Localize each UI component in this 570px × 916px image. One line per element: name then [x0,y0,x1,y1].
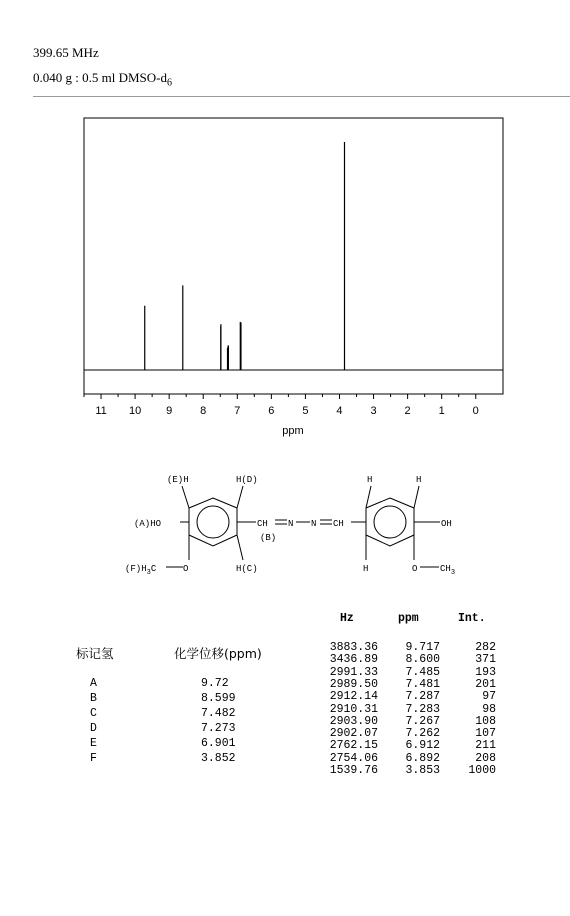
label-e-h: (E)H [167,475,189,485]
bond-d-h [237,486,243,508]
label-f-h: (F)H [125,564,147,574]
label-h-top-right: H [416,475,422,485]
bond-top-left-h [366,486,371,508]
x-axis-ticks [84,394,479,417]
label-ch-right: CH [333,519,344,529]
peak-ppm: 7.485 [405,665,440,679]
peak-hz: 3436.89 [329,653,378,667]
peak-hz: 2912.14 [329,690,378,704]
label-ch3-right [440,564,455,577]
peak-int: 211 [475,739,496,753]
assignment-shift-value: 7.482 [201,707,236,720]
peak-row [312,728,502,740]
assignment-proton-label: C [90,707,97,720]
x-axis-tick-label: 5 [302,405,309,417]
peak-header-ppm: ppm [398,612,419,625]
peak-hz: 1539.76 [329,764,378,777]
left-benzene-ring [189,498,237,546]
sample-subscript: 6 [166,77,172,89]
peak-row [312,716,502,728]
peak-int: 1000 [468,764,496,777]
label-o-right: O [412,564,418,574]
right-benzene-ring [366,498,414,546]
x-axis-tick-label: 2 [404,405,411,417]
label-f-c: C [150,564,157,574]
left-ring-aromatic-circle [197,506,229,538]
assignment-shift-value: 7.273 [201,722,236,735]
peak-ppm: 6.892 [405,751,440,765]
x-axis-label: ppm [282,425,304,437]
label-ch-left: CH [257,519,268,529]
assignment-proton-label: F [90,752,97,765]
peak-ppm: 7.262 [405,727,440,741]
x-axis-tick-label: 4 [336,405,343,417]
peak-int: 201 [475,677,496,691]
peak-hz: 2762.15 [329,739,378,753]
peak-hz: 2991.33 [329,665,378,679]
label-a-ho: (A)HO [134,519,162,529]
peak-header-hz: Hz [340,612,354,625]
peak-int: 97 [482,690,496,704]
peak-hz: 2902.07 [329,727,378,741]
peak-int: 208 [475,751,496,765]
peak-int: 98 [482,702,496,716]
peak-row [312,679,502,691]
peak-ppm: 8.600 [405,653,440,667]
x-axis-tick-label: 6 [268,405,275,417]
assignment-shift-value: 8.599 [201,692,236,705]
sample-text: 0.040 g : 0.5 ml DMSO-d [33,70,167,85]
label-oh-right: OH [441,519,452,529]
bond-top-right-h [414,486,419,508]
label-n1: N [288,519,294,529]
label-d-h: H(D) [236,475,258,485]
plot-frame [84,118,503,394]
peak-ppm: 9.717 [405,641,440,654]
peak-row [312,642,502,654]
assignment-shift-value: 3.852 [201,752,236,765]
peak-ppm: 7.267 [405,714,440,728]
molecular-structure [166,486,440,567]
peak-row [312,654,502,666]
peak-row [312,691,502,703]
label-c-h: H(C) [236,564,258,574]
label-o-left: O [183,564,189,574]
x-axis-tick-label: 9 [166,405,173,417]
label-h-bottom: H [363,564,369,574]
assignment-proton-label: A [90,677,97,690]
peak-row [312,667,502,679]
peak-int: 282 [475,641,496,654]
peak-int: 108 [475,714,496,728]
peak-hz: 2910.31 [329,702,378,716]
peak-hz: 2754.06 [329,751,378,765]
peak-hz: 2903.90 [329,714,378,728]
assignment-header-shift: 化学位移(ppm) [174,646,262,661]
label-b: (B) [260,533,277,543]
x-axis-tick-label: 8 [200,405,207,417]
spectrometer-frequency: 399.65 MHz [33,45,99,60]
peak-ppm: 3.853 [405,764,440,777]
x-axis-tick-label: 1 [438,405,445,417]
label-f-sub: 3 [146,569,151,577]
x-axis-tick-label: 11 [95,405,107,417]
label-h-top-left: H [367,475,373,485]
label-n2: N [311,519,317,529]
assignment-proton-label: E [90,737,97,750]
x-axis-tick-label: 7 [234,405,241,417]
peak-hz: 2989.50 [329,677,378,691]
peak-row [312,740,502,752]
peak-int: 193 [475,665,496,679]
peak-int: 107 [475,727,496,741]
spectrum-peaks [145,142,345,370]
label-ch3-ch: CH [440,564,451,574]
assignment-shift-value: 9.72 [201,677,229,690]
peak-header-int: Int. [458,612,486,625]
peak-hz: 3883.36 [329,641,378,654]
x-axis-tick-label: 10 [128,405,142,417]
assignment-proton-label: D [90,722,97,735]
label-f-h3c [125,564,157,577]
peak-row [312,704,502,716]
label-ch3-sub: 3 [450,569,456,577]
peak-int: 371 [475,653,496,667]
assignment-header-label: 标记氢 [76,646,114,661]
bond-e-h [182,486,189,508]
right-ring-aromatic-circle [374,506,406,538]
peak-ppm: 7.481 [405,677,440,691]
x-axis-tick-label: 0 [472,405,479,417]
peak-ppm: 7.283 [405,702,440,716]
peak-ppm: 6.912 [405,739,440,753]
peak-row [312,753,502,765]
assignment-proton-label: B [90,692,97,705]
peak-row [312,765,502,777]
x-axis-tick-label: 3 [370,405,377,417]
peak-ppm: 7.287 [405,690,440,704]
assignment-shift-value: 6.901 [201,737,236,750]
bond-c-h [237,535,243,560]
